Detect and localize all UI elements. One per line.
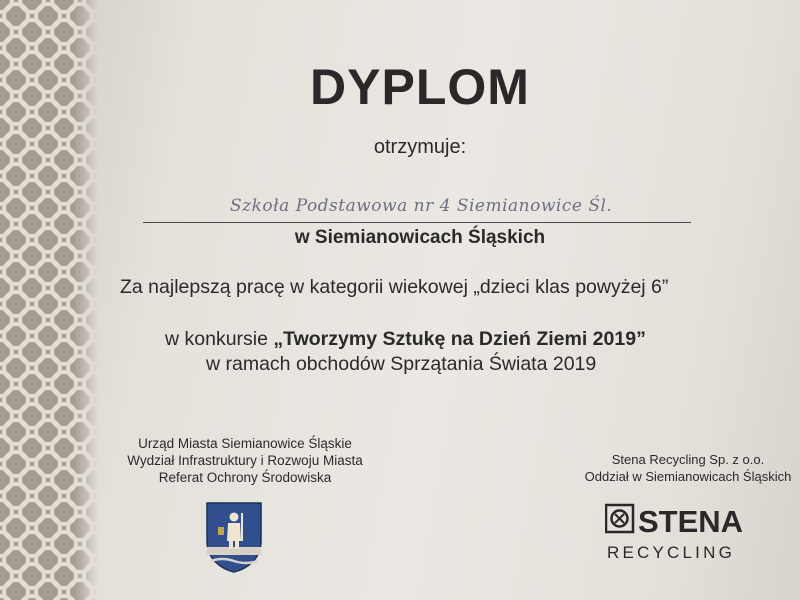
recipient-city: w Siemianowicach Śląskich xyxy=(294,227,546,248)
stena-logo-subword: RECYCLING xyxy=(607,543,735,562)
contest-name: „Tworzymy Sztukę na Dzień Ziemi 2019” xyxy=(273,328,646,350)
contest-line xyxy=(165,328,646,351)
contest-prefix: w konkursie xyxy=(165,328,268,350)
issuer-right-line2: Oddział w Siemianowicach Śląskich xyxy=(584,469,792,484)
occasion-text: w ramach obchodów Sprzątania Świata 2019 xyxy=(206,353,597,375)
award-text: Za najlepszą pracę w kategorii wiekowej „dzieci klas powyżej 6” xyxy=(120,276,669,298)
recipient-label: otrzymuje: xyxy=(373,136,467,158)
stena-logo-icon xyxy=(605,502,755,564)
issuer-right-line1: Stena Recycling Sp. z o.o. xyxy=(611,452,765,467)
issuer-left-line2: Wydział Infrastruktury i Rozwoju Miasta xyxy=(127,453,363,468)
city-crest-icon xyxy=(205,501,263,573)
stena-logo-word: STENA xyxy=(638,504,744,539)
issuer-left-line1: Urząd Miasta Siemianowice Śląskie xyxy=(138,436,352,451)
signature-line xyxy=(143,222,691,223)
diploma-title: DYPLOM xyxy=(310,59,530,115)
issuer-left-line3: Referat Ochrony Środowiska xyxy=(158,470,332,485)
recipient-handwritten-name: Szkoła Podstawowa nr 4 Siemianowice Śl. xyxy=(230,196,613,216)
